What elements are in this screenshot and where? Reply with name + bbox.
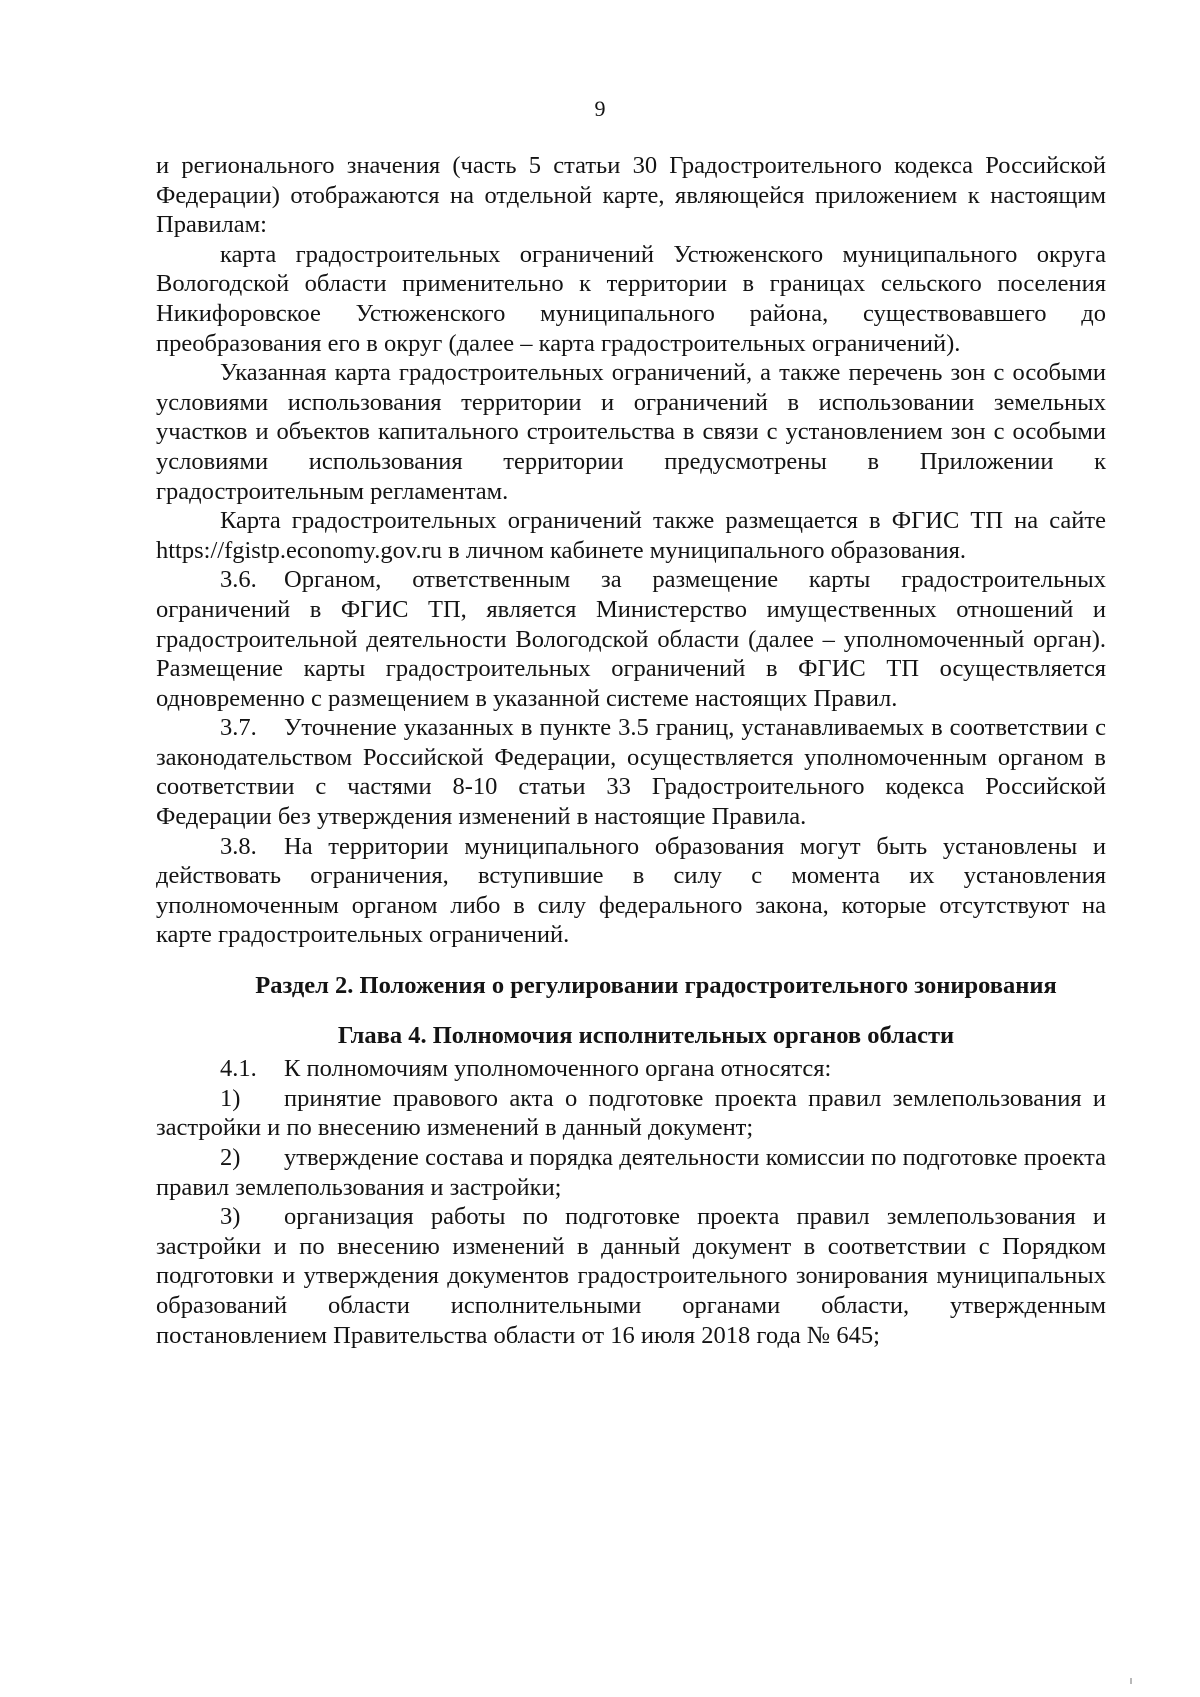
clause-number: 3.8.	[220, 832, 257, 860]
clause-3-7	[156, 713, 1106, 831]
paragraph-regional-significance: и регионального значения (часть 5 статьи 30 Градостроительного кодекса Российской Федерации) отображаются на отдельной карте, являющейся приложением к настоящим Правилам:	[156, 152, 1106, 239]
subclause-number: 1)	[220, 1084, 241, 1112]
chapter-heading: Глава 4. Полномочия исполнительных органов области	[337, 1021, 955, 1049]
subclause-number: 2)	[220, 1144, 241, 1171]
paragraph-map-and-zones: Указанная карта градостроительных ограничений, а также перечень зон с особыми условиями использования территории и ограничений в использовании земельных участков и объектов капитального строительства в связи с установлением зон с особыми условиями использования территории предусмотрены в Приложении к градостроительным регламентам.	[156, 359, 1106, 505]
paragraph-fgis-placement: Карта градостроительных ограничений также размещается в ФГИС ТП на сайте https://fgistp.economy.gov.ru в личном кабинете муниципального образования.	[156, 507, 1106, 564]
clause-3-8	[156, 832, 1106, 950]
subclause-text: принятие правового акта о подготовке проекта правил землепользования и застройки и по внесению изменений в данный документ;	[156, 1084, 1106, 1142]
clause-number: 3.6.	[220, 566, 257, 594]
subclause-text: организация работы по подготовке проекта правил землепользования и застройки и по внесению изменений в данный документ в соответствии с Порядком подготовки и утверждения документов градостроительного зонирования муниципальных образований области исполнительными органами области, утвержденным постановлением Правительства области от 16 июля 2018 года № 645;	[156, 1203, 1106, 1349]
subclause-text: утверждение состава и порядка деятельности комиссии по подготовке проекта правил землепользования и застройки;	[156, 1144, 1106, 1201]
subclause-2	[156, 1143, 1106, 1202]
document-body	[156, 151, 1106, 1350]
clause-text: Органом, ответственным за размещение карты градостроительных ограничений в ФГИС ТП, является Министерство имущественных отношений и градостроительной деятельности Вологодской области (далее – уполномоченный орган). Размещение карты градостроительных ограничений в ФГИС ТП осуществляется одновременно с размещением в указанной системе настоящих Правил.	[156, 566, 1106, 712]
clause-number: 3.7.	[220, 714, 257, 742]
section-heading: Раздел 2. Положения о регулировании градостроительного зонирования	[255, 972, 1057, 1000]
clause-text: Уточнение указанных в пункте 3.5 границ, устанавливаемых в соответствии с законодательством Российской Федерации, осуществляется уполномоченным органом в соответствии с частями 8-10 статьи 33 Градостроительного кодекса Российской Федерации без утверждения изменений в настоящие Правила.	[156, 714, 1106, 831]
clause-number: 4.1.	[220, 1055, 257, 1083]
page-number: 9	[594, 96, 606, 121]
clause-text: К полномочиям уполномоченного органа относятся:	[284, 1055, 832, 1083]
subclause-number: 3)	[220, 1203, 241, 1231]
subclause-1	[156, 1084, 1106, 1143]
paragraph-restrictions-map: карта градостроительных ограничений Устюженского муниципального округа Вологодской области применительно к территории в границах сельского поселения Никифоровское Устюженского муниципального района, существовавшего до преобразования его в округ (далее – карта градостроительных ограничений).	[156, 240, 1106, 357]
scan-speck	[1130, 1678, 1132, 1684]
subclause-3	[156, 1202, 1106, 1350]
clause-text: На территории муниципального образования могут быть установлены и действовать ограничения, вступившие в силу с момента их установления уполномоченным органом либо в силу федерального закона, которые отсутствуют на карте градостроительных ограничений.	[156, 832, 1106, 949]
clause-3-6	[156, 565, 1106, 713]
clause-4-1	[156, 1054, 1106, 1084]
